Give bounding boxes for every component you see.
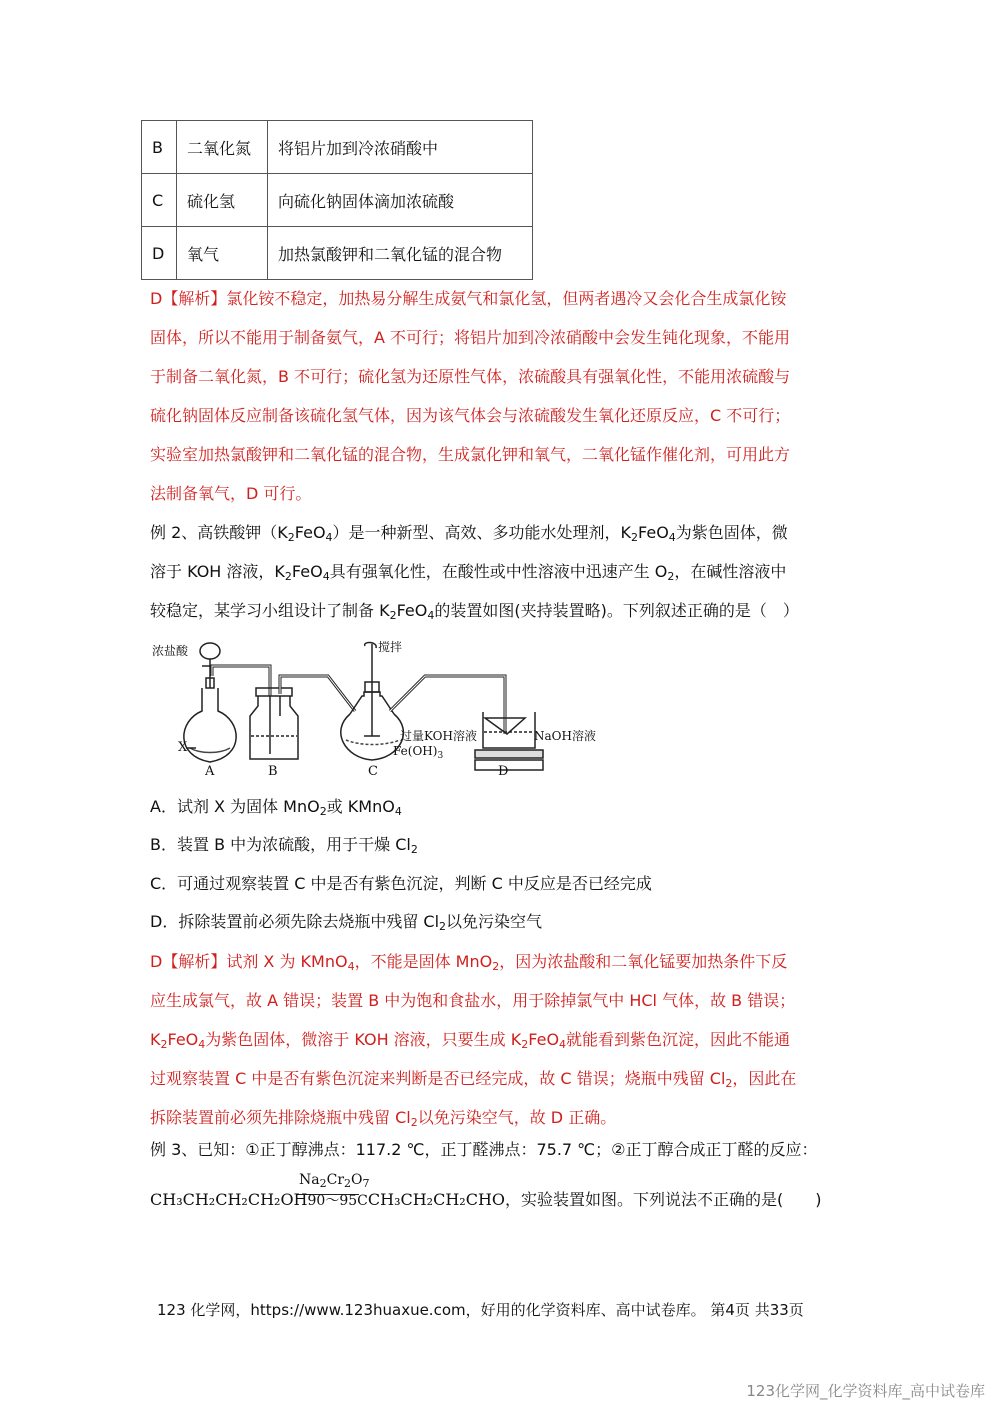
analysis1-line: 法制备氧气，D 可行。 — [150, 484, 312, 503]
label-apparatus-b: B — [268, 764, 278, 779]
analysis2-line5: 拆除装置前必须先排除烧瓶中残留 $Cl_2$以免污染空气，故 D 正确。 — [150, 1108, 617, 1129]
analysis2-line4: 过观察装置 C 中是否有紫色沉淀来判断是否已经完成，故 C 错误；烧瓶中残留 $Cl_2$，因此在 — [150, 1069, 797, 1090]
apparatus-diagram — [150, 636, 610, 781]
option-method: 向硫化钠固体滴加浓硫酸 — [268, 174, 533, 227]
apparatus-c — [341, 642, 404, 760]
reaction-condition-unit: C — [357, 1193, 368, 1209]
table-row — [142, 227, 533, 280]
label-concentrated-hcl: 浓盐酸 — [152, 644, 189, 658]
analysis1-line: 实验室加热氯酸钾和二氧化锰的混合物，生成氯化钾和氧气，二氧化锰作催化剂，可用此方 — [150, 445, 791, 464]
option-letter: B — [142, 121, 177, 174]
table-row — [142, 174, 533, 227]
option-letter: C — [142, 174, 177, 227]
example2-line1: 例 2、高铁酸钾$(K_2FeO_4)$是一种新型、高效、多功能水处理剂，$K_2FeO_4$为紫色固体，微 — [150, 523, 788, 544]
example2-line3: 较稳定，某学习小组设计了制备 $K_2FeO_4$的装置如图(夹持装置略)。下列叙述正确的是（ ） — [150, 601, 799, 622]
option-substance: 氧气 — [177, 227, 268, 280]
analysis1-line: 硫化钠固体反应制备该硫化氢气体，因为该气体会与浓硫酸发生氧化还原反应，C 不可行； — [150, 406, 791, 425]
reactant: CH₃CH₂CH₂CH₂OH — [150, 1190, 308, 1209]
option-substance: 二氧化氮 — [177, 121, 268, 174]
product: CH₃CH₂CH₂CHO — [367, 1190, 506, 1209]
label-reagent-x: X — [178, 740, 188, 755]
table-row — [142, 121, 533, 174]
option-method: 将铝片加到冷浓硝酸中 — [268, 121, 533, 174]
label-koh: 过量KOH溶液 — [400, 729, 477, 743]
label-apparatus-c: C — [368, 764, 378, 779]
analysis2-line1: D【解析】试剂 X 为 KMnO$_4$，不能是固体 MnO$_2$，因为浓盐酸和二氧化锰要加热条件下反 — [150, 952, 788, 973]
label-naoh: NaOH溶液 — [534, 729, 596, 743]
example3-line1: 例 3、已知：①正丁醇沸点：117.2 ℃，正丁醛沸点：75.7 ℃；②正丁醇合成正丁醛的反应： — [150, 1140, 818, 1159]
option-method: 加热氯酸钾和二氧化锰的混合物 — [268, 227, 533, 280]
watermark: 123化学网_化学资料库_高中试卷库 — [746, 1382, 985, 1400]
analysis2-line3: $K_2FeO_4$为紫色固体，微溶于 KOH 溶液，只要生成 $K_2FeO_4$就能看到紫色沉淀，因此不能通 — [150, 1030, 791, 1051]
example3-line2: CH₃CH₂CH₂CH₂OH90～95CCH₃CH₂CH₂CHO，实验装置如图。下列说法不正确的是( ) — [150, 1190, 822, 1209]
choice-a: A．试剂 X 为固体 MnO$_2$或 KMnO$_4$ — [150, 797, 402, 818]
label-feoh3: $Fe(OH)_3$ — [393, 744, 444, 761]
apparatus-d — [475, 712, 543, 770]
reaction-condition: 90～95 — [307, 1193, 358, 1209]
option-letter: D — [142, 227, 177, 280]
analysis2-line2: 应生成氯气，故 A 错误；装置 B 中为饱和食盐水，用于除掉氯气中 HCl 气体，故 B 错误； — [150, 991, 796, 1010]
label-stir: 搅拌 — [378, 640, 403, 654]
choice-b: B．装置 B 中为浓硫酸，用于干燥 $Cl_2$ — [150, 835, 418, 856]
analysis1-line: 固体，所以不能用于制备氨气，A 不可行；将铝片加到冷浓硝酸中会发生钝化现象，不能用 — [150, 328, 791, 347]
label-apparatus-d: D — [498, 764, 509, 779]
choice-c: C．可通过观察装置 C 中是否有紫色沉淀，判断 C 中反应是否已经完成 — [150, 874, 652, 893]
analysis1-line: D【解析】氯化铵不稳定，加热易分解生成氨气和氯化氢，但两者遇冷又会化合生成氯化铵 — [150, 289, 787, 308]
apparatus-b — [250, 688, 298, 759]
option-substance: 硫化氢 — [177, 174, 268, 227]
reagent-label: $Na_2Cr_2O_7$ — [299, 1172, 370, 1190]
apparatus-a — [184, 643, 236, 762]
choice-d: D．拆除装置前必须先除去烧瓶中残留 $Cl_2$以免污染空气 — [150, 912, 543, 933]
page-footer: 123 化学网，https://www.123huaxue.com，好用的化学资料库、高中试卷库。 第4页 共33页 — [157, 1301, 804, 1319]
analysis1-line: 于制备二氧化氮，B 不可行；硫化氢为还原性气体，浓硫酸具有强氧化性，不能用浓硫酸与 — [150, 367, 791, 386]
label-apparatus-a: A — [205, 764, 215, 779]
example2-line2: 溶于 KOH 溶液，$K_2FeO_4$具有强氧化性，在酸性或中性溶液中迅速产生 $O_2$，在碱性溶液中 — [150, 562, 787, 583]
options-table — [141, 120, 533, 280]
